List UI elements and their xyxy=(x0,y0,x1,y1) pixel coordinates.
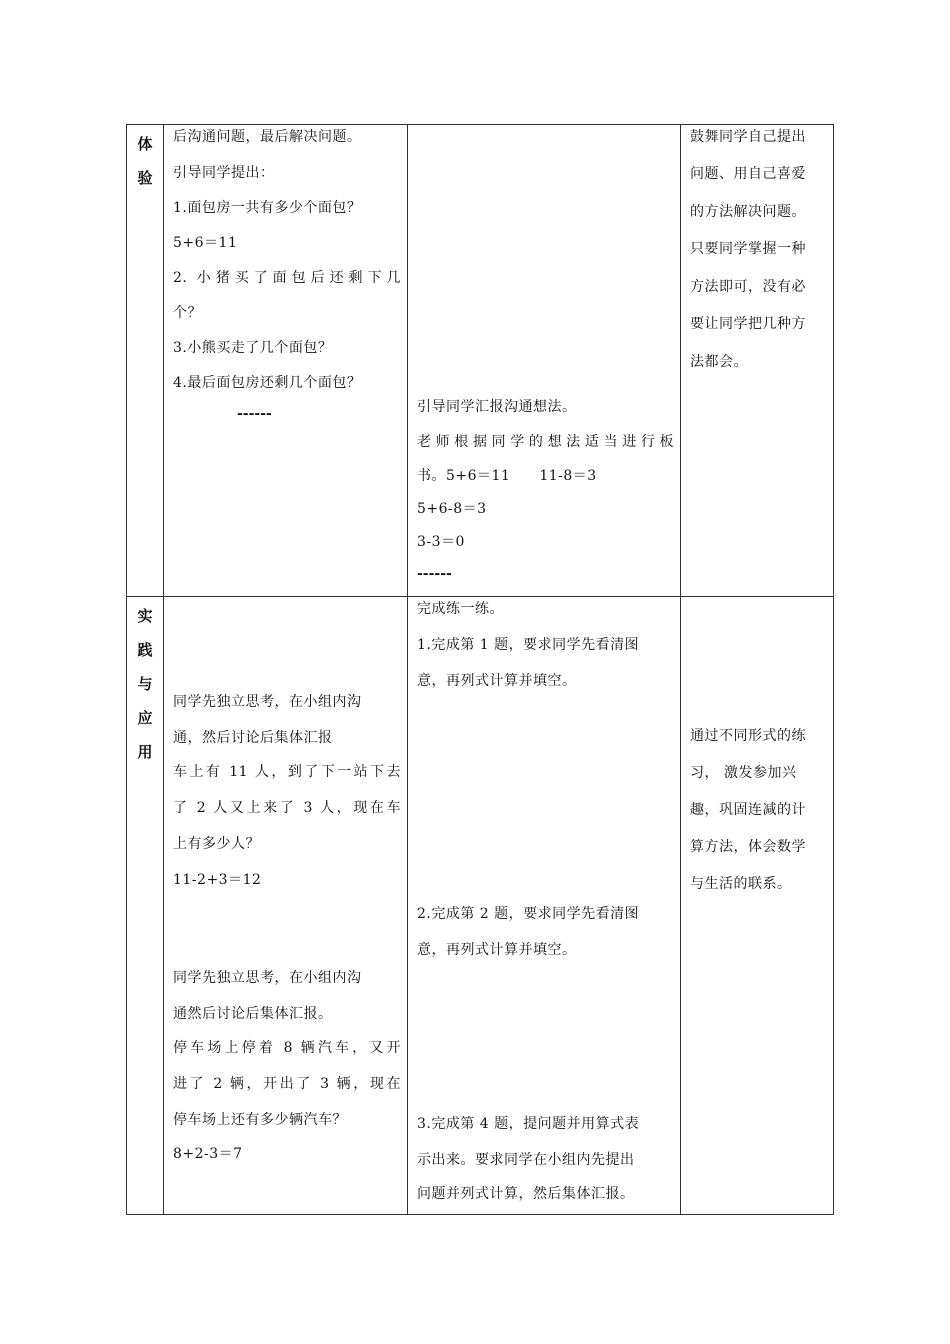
lesson-plan-table xyxy=(126,124,834,1215)
text-line: 引导同学汇报沟通想法。 xyxy=(417,399,577,415)
text-line: 5+6＝11 xyxy=(173,235,238,251)
text-line: 停车场上还有多少辆汽车？ xyxy=(173,1112,347,1128)
text-line: 后沟通问题，最后解决问题。 xyxy=(173,129,362,145)
text-line: 意，再列式计算并填空。 xyxy=(417,942,577,958)
text-line: 个？ xyxy=(173,305,202,321)
stage-cell-practice xyxy=(127,597,164,1215)
text-line: 法都会。 xyxy=(690,354,748,370)
teacher-activity-cell xyxy=(408,597,681,1215)
text-line: 车上有 11 人，到了下一站下去 xyxy=(173,764,401,780)
student-activity-cell xyxy=(164,597,408,1215)
text-line: 同学先独立思考，在小组内沟 xyxy=(173,970,362,986)
text-line: 通然后讨论后集体汇报。 xyxy=(173,1006,333,1022)
text-line: 2.完成第 2 题，要求同学先看清图 xyxy=(417,906,640,922)
text-line: 方法即可，没有必 xyxy=(690,279,806,295)
text-line: 引导同学提出： xyxy=(173,165,275,181)
stage-label: 应 xyxy=(137,709,153,727)
table-row-experience xyxy=(127,125,834,597)
text-line: 的方法解决问题。 xyxy=(690,204,806,220)
text-line: 完成练一练。 xyxy=(417,601,504,617)
text-line: 5+6-8＝3 xyxy=(417,501,487,517)
text-line: 习， 激发参加兴 xyxy=(690,765,797,781)
stage-label: 与 xyxy=(137,675,153,693)
dash-separator: ------ xyxy=(417,566,452,582)
text-line: 8+2-3＝7 xyxy=(173,1146,243,1162)
text-line: 11-2+3＝12 xyxy=(173,872,262,888)
text-line: 趣，巩固连减的计 xyxy=(690,802,806,818)
dash-separator: ------ xyxy=(237,406,272,422)
text-line: 问题、用自己喜爱 xyxy=(690,166,806,182)
text-line: 通，然后讨论后集体汇报 xyxy=(173,730,333,746)
stage-label: 践 xyxy=(137,641,153,659)
text-line: 进了 2 辆，开出了 3 辆，现在 xyxy=(173,1076,401,1092)
text-line: 3.小熊买走了几个面包？ xyxy=(173,340,333,356)
stage-label: 实 xyxy=(137,607,153,625)
teacher-activity-cell xyxy=(408,125,681,597)
text-line: 与生活的联系。 xyxy=(690,876,792,892)
text-line: 1.面包房一共有多少个面包？ xyxy=(173,200,362,216)
stage-label: 用 xyxy=(137,743,153,761)
text-line: 2. 小猪买了面包后还剩下几 xyxy=(173,270,401,286)
text-line: 3-3＝0 xyxy=(417,534,465,550)
design-intent-cell xyxy=(681,597,834,1215)
stage-label: 体 xyxy=(137,135,153,153)
stage-cell-experience xyxy=(127,125,164,597)
text-line: 要让同学把几种方 xyxy=(690,316,806,332)
text-line: 4.最后面包房还剩几个面包？ xyxy=(173,375,362,391)
text-line: 同学先独立思考，在小组内沟 xyxy=(173,694,362,710)
text-line: 老师根据同学的想法适当进行板 xyxy=(417,434,674,450)
text-line: 问题并列式计算，然后集体汇报。 xyxy=(417,1186,635,1202)
text-line: 停车场上停着 8 辆汽车，又开 xyxy=(173,1040,401,1056)
text-line: 意，再列式计算并填空。 xyxy=(417,673,577,689)
text-line: 上有多少人？ xyxy=(173,836,260,852)
text-line: 了 2 人又上来了 3 人，现在车 xyxy=(173,800,401,816)
text-line: 书。5+6＝11 11-8＝3 xyxy=(417,468,597,484)
design-intent-cell xyxy=(681,125,834,597)
text-line: 只要同学掌握一种 xyxy=(690,241,806,257)
student-activity-cell xyxy=(164,125,408,597)
text-line: 1.完成第 1 题，要求同学先看清图 xyxy=(417,637,640,653)
text-line: 鼓舞同学自己提出 xyxy=(690,129,806,145)
stage-label: 验 xyxy=(137,169,153,187)
text-line: 通过不同形式的练 xyxy=(690,728,806,744)
text-line: 示出来。要求同学在小组内先提出 xyxy=(417,1152,635,1168)
text-line: 3.完成第 4 题，提问题并用算式表 xyxy=(417,1116,640,1132)
text-line: 算方法，体会数学 xyxy=(690,839,806,855)
table-row-practice xyxy=(127,597,834,1215)
